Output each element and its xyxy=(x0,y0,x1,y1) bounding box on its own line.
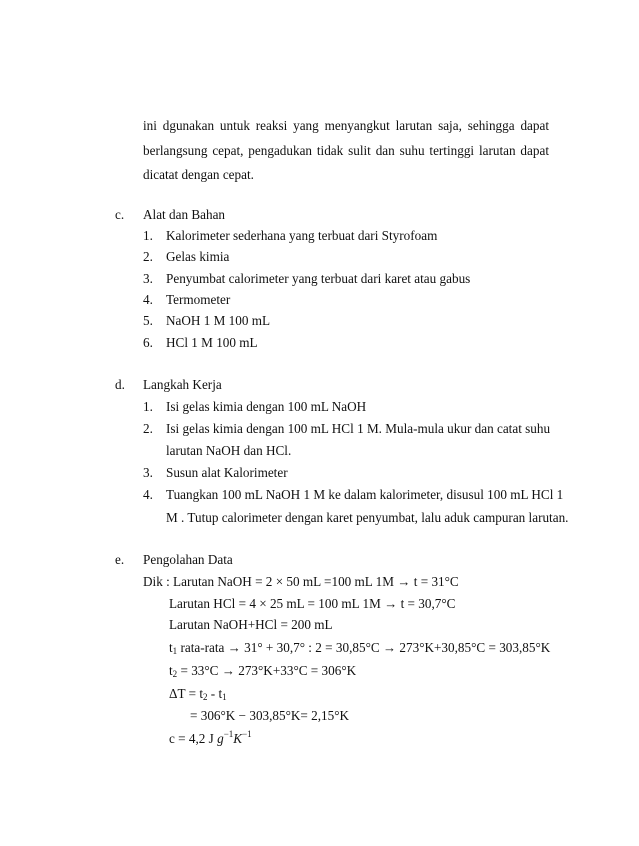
intro-line-1: ini dgunakan untuk reaksi yang menyangkut larutan saja, sehingga dapat xyxy=(143,118,549,133)
step-number: 3. xyxy=(143,465,153,480)
data-c xyxy=(169,731,252,747)
list-item-number: 2. xyxy=(143,249,153,264)
t1-text: rata-rata → 31° + 30,7° : 2 = 30,85°C → 273°K+30,85°C = 303,85°K xyxy=(177,640,551,655)
c-g: g xyxy=(217,731,224,746)
step-text-continued: larutan NaOH dan HCl. xyxy=(166,443,292,458)
t1-sub: 1 xyxy=(172,646,178,656)
data-t2 xyxy=(169,663,356,679)
list-item: Penyumbat calorimeter yang terbuat dari karet atau gabus xyxy=(166,271,471,286)
data-t1 xyxy=(169,640,550,656)
step-number: 1. xyxy=(143,399,153,414)
t2-label: t xyxy=(169,663,173,678)
step-text-continued: M . Tutup calorimeter dengan karet penyumbat, lalu aduk campuran larutan. xyxy=(166,510,569,525)
step-text: Susun alat Kalorimeter xyxy=(166,465,288,480)
section-d-heading: Langkah Kerja xyxy=(143,377,222,392)
t2-sub: 2 xyxy=(172,669,178,679)
c-exp-1: −1 xyxy=(223,729,234,739)
c-prefix: c = 4,2 J xyxy=(169,731,218,746)
data-hcl: Larutan HCl = 4 × 25 mL = 100 mL 1M → t = 30,7°C xyxy=(169,596,456,611)
data-delta-t xyxy=(169,686,227,702)
list-item: Gelas kimia xyxy=(166,249,230,264)
list-item: NaOH 1 M 100 mL xyxy=(166,313,271,328)
data-mix: Larutan NaOH+HCl = 200 mL xyxy=(169,617,333,632)
section-d-letter: d. xyxy=(115,377,125,392)
naoh-line: Larutan NaOH = 2 × 50 mL =100 mL 1M → t = 31°C xyxy=(173,574,459,589)
step-text: Isi gelas kimia dengan 100 mL HCl 1 M. Mula-mula ukur dan catat suhu xyxy=(166,421,551,436)
dt-mid: - t xyxy=(207,686,223,701)
dt-sub-a: 2 xyxy=(203,692,208,702)
data-delta-t-result: = 306°K − 303,85°K= 2,15°K xyxy=(190,708,350,723)
c-exp-2: −1 xyxy=(242,729,252,739)
step-text: Tuangkan 100 mL NaOH 1 M ke dalam kalorimeter, disusul 100 mL HCl 1 xyxy=(166,487,564,502)
dt-sub-b: 1 xyxy=(222,692,227,702)
section-c-heading: Alat dan Bahan xyxy=(143,207,226,222)
dt-prefix: ΔT = t xyxy=(169,686,203,701)
section-e-heading: Pengolahan Data xyxy=(143,552,233,567)
section-e-letter: e. xyxy=(115,552,125,567)
list-item: HCl 1 M 100 mL xyxy=(166,335,258,350)
list-item-number: 6. xyxy=(143,335,153,350)
data-naoh xyxy=(143,574,459,590)
t1-label: t xyxy=(169,640,173,655)
intro-line-2: berlangsung cepat, pengadukan tidak sulit dan suhu tertinggi larutan dapat xyxy=(143,143,549,158)
intro-line-3: dicatat dengan cepat. xyxy=(143,167,254,182)
dik-label: Dik : xyxy=(143,574,174,589)
list-item-number: 3. xyxy=(143,271,153,286)
step-number: 2. xyxy=(143,421,153,436)
list-item: Kalorimeter sederhana yang terbuat dari Styrofoam xyxy=(166,228,438,243)
list-item-number: 4. xyxy=(143,292,153,307)
list-item: Termometer xyxy=(166,292,231,307)
c-k: K xyxy=(233,731,243,746)
step-text: Isi gelas kimia dengan 100 mL NaOH xyxy=(166,399,367,414)
step-number: 4. xyxy=(143,487,153,502)
t2-text: = 33°C → 273°K+33°C = 306°K xyxy=(177,663,357,678)
list-item-number: 1. xyxy=(143,228,153,243)
list-item-number: 5. xyxy=(143,313,153,328)
section-c-letter: c. xyxy=(115,207,125,222)
